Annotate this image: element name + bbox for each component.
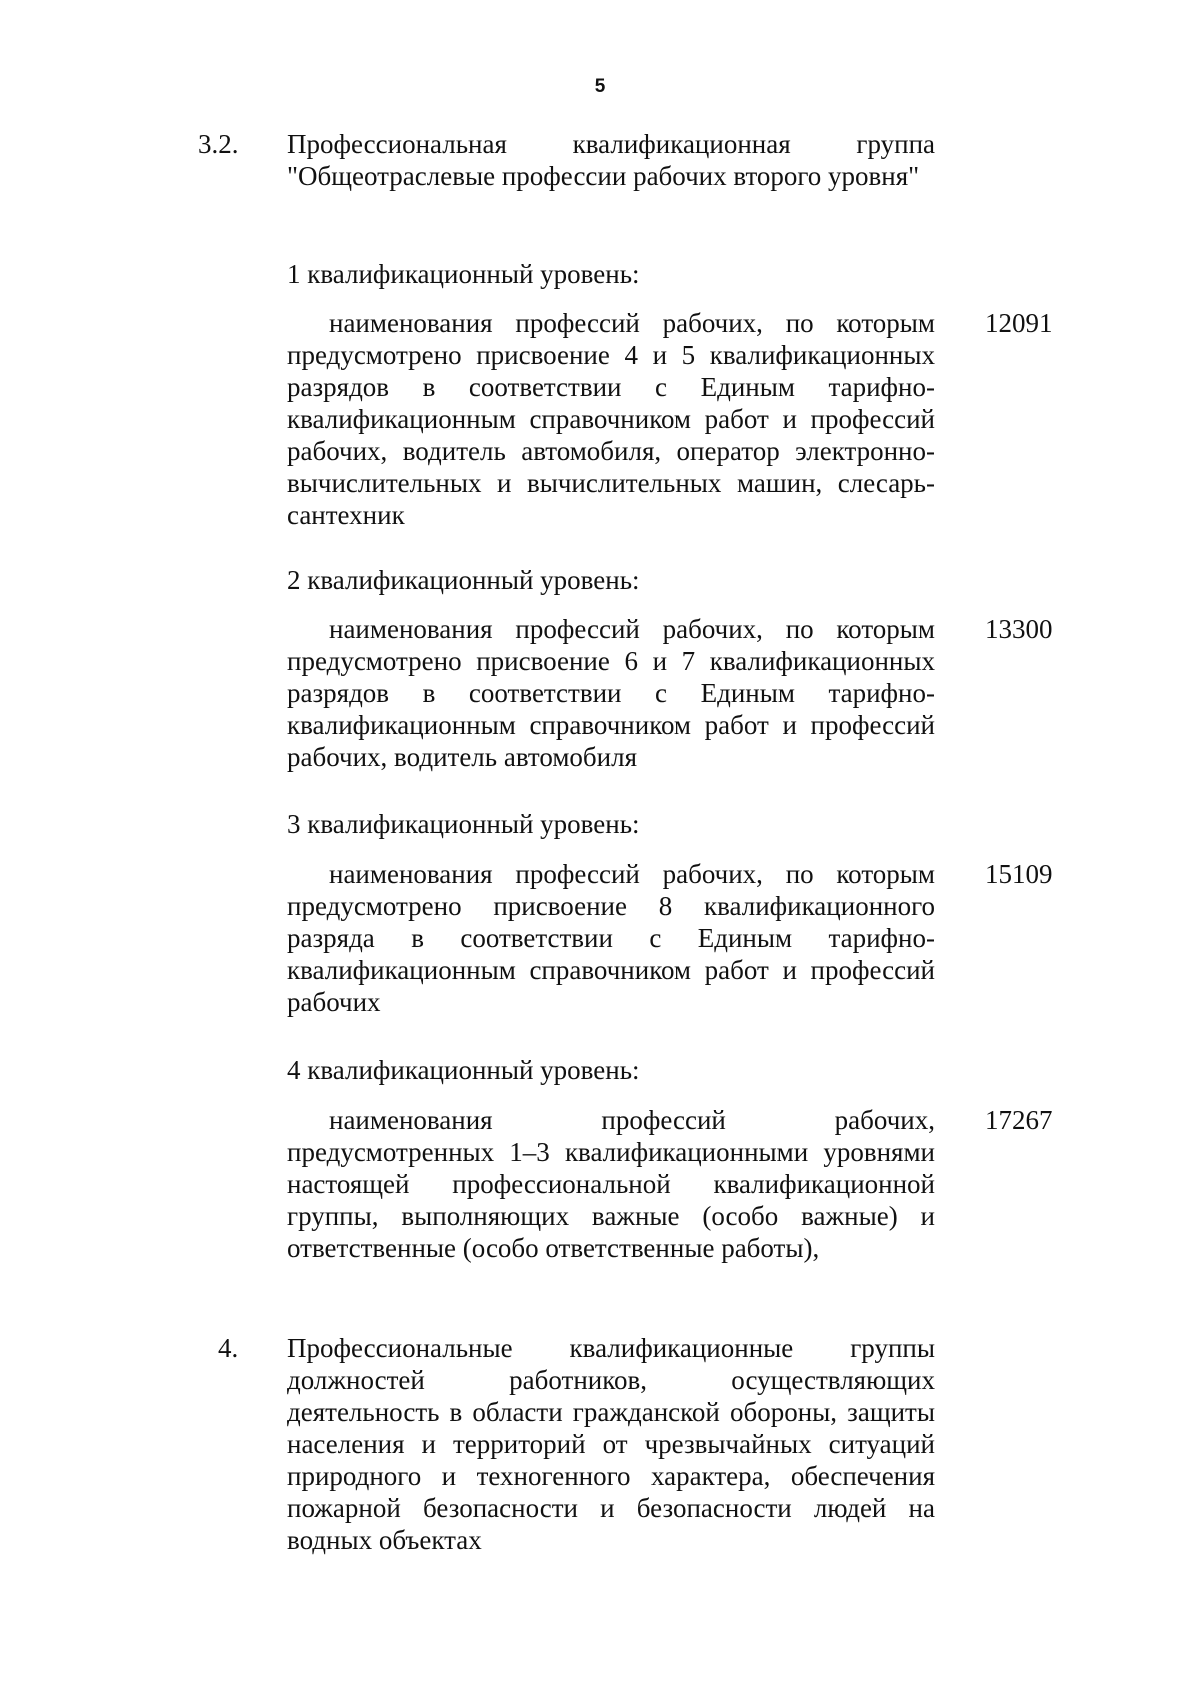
level-heading: 2 квалификационный уровень: bbox=[287, 565, 640, 595]
level-heading: 1 квалификационный уровень: bbox=[287, 259, 640, 289]
salary-value: 12091 bbox=[985, 308, 1053, 338]
section-number: 3.2. bbox=[198, 129, 239, 159]
section-title: Профессиональные квалификационные группы должностей работников, осуществляющих деятельность в области гражданской обороны, защиты населения и территорий от чрезвычайных ситуаций природного и техногенного характера, обеспечения пожарной безопасности и безопасности людей на водных объектах bbox=[287, 1333, 935, 1555]
section-title: Профессиональная квалификационная группа "Общеотраслевые профессии рабочих второго уровня" bbox=[287, 129, 935, 191]
level-description: наименования профессий рабочих, по которым предусмотрено присвоение 6 и 7 квалификационных разрядов в соответствии с Единым тарифно-квалификационным справочником работ и профессий рабочих, водитель автомобиля bbox=[287, 614, 935, 772]
level-description: наименования профессий рабочих, по которым предусмотрено присвоение 8 квалификационного разряда в соответствии с Единым тарифно-квалификационным справочником работ и профессий рабочих bbox=[287, 859, 935, 1017]
page-number: 5 bbox=[594, 76, 606, 97]
section-number: 4. bbox=[218, 1333, 239, 1363]
level-description: наименования профессий рабочих, предусмотренных 1–3 квалификационными уровнями настоящей профессиональной квалификационной группы, выполняющих важные (особо важные) и ответственные (особо ответственные работы), bbox=[287, 1105, 935, 1263]
salary-value: 13300 bbox=[985, 614, 1053, 644]
level-heading: 4 квалификационный уровень: bbox=[287, 1055, 640, 1085]
level-description: наименования профессий рабочих, по которым предусмотрено присвоение 4 и 5 квалификационных разрядов в соответствии с Единым тарифно-квалификационным справочником работ и профессий рабочих, водитель автомобиля, оператор электронно-вычислительных и вычислительных машин, слесарь-сантехник bbox=[287, 308, 935, 530]
salary-value: 17267 bbox=[985, 1105, 1053, 1135]
level-heading: 3 квалификационный уровень: bbox=[287, 809, 640, 839]
salary-value: 15109 bbox=[985, 859, 1053, 889]
